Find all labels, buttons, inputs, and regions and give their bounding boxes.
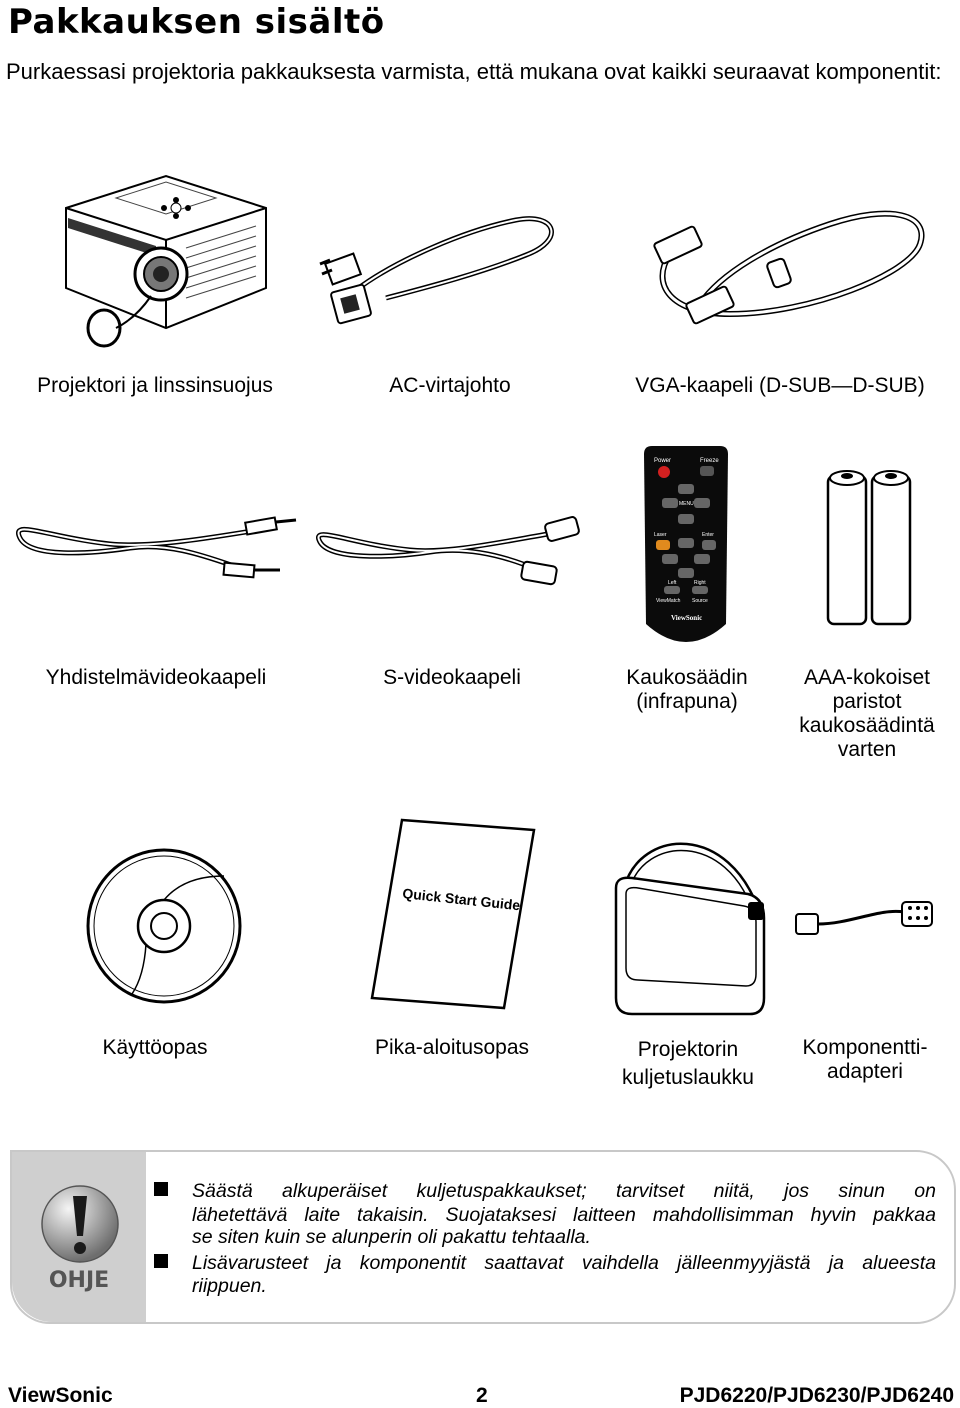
note-text-1-line-2: lähetettävä laite takaisin. Suojataksesi laitteen mahdollisimman hyvin pakkaa — [192, 1204, 936, 1226]
remote-power-label: Power — [654, 458, 672, 464]
cd-icon — [84, 846, 244, 1006]
footer-brand: ViewSonic — [8, 1384, 113, 1407]
item-caption-component-adapter — [780, 1036, 950, 1084]
item-caption-case-line-1: Projektorin — [637, 1038, 739, 1061]
projector-icon — [56, 168, 280, 358]
item-caption-remote-line-2: (infrapuna) — [636, 690, 738, 713]
footer-page-number: 2 — [476, 1384, 488, 1407]
item-caption-carrying-case — [590, 1036, 786, 1092]
carrying-case-icon — [610, 818, 770, 1020]
item-caption-projector: Projektori ja linssinsuojus — [37, 374, 273, 397]
item-caption-batteries-line-2: paristot — [832, 690, 902, 713]
note-bullet-1 — [154, 1182, 168, 1196]
note-text-1-line-1: Säästä alkuperäiset kuljetuspakkaukset; tarvitset niitä, jos sinun on — [192, 1180, 936, 1202]
vga-cable-icon — [630, 194, 934, 344]
remote-menu-label: MENU — [679, 501, 694, 507]
item-caption-batteries-line-3: kaukosäädintä — [799, 714, 935, 737]
item-caption-vga-cable: VGA-kaapeli (D-SUB—D-SUB) — [635, 374, 925, 397]
item-caption-batteries-line-1: AAA-kokoiset — [803, 666, 931, 689]
power-cord-icon — [316, 200, 568, 330]
remote-laser-label: Laser — [654, 532, 667, 538]
component-adapter-icon — [790, 894, 940, 944]
item-caption-s-video-cable: S-videokaapeli — [383, 666, 521, 689]
item-caption-adapter-line-1: Komponentti- — [802, 1036, 928, 1059]
intro-text: Purkaessasi projektoria pakkauksesta varmista, että mukana ovat kaikki seuraavat komponentit: — [6, 59, 942, 84]
item-caption-remote-control — [596, 666, 778, 714]
note-sidebar — [12, 1152, 146, 1322]
note-text-1-line-3: se siten kuin se alunperin oli pakattu tehtaalla. — [192, 1226, 591, 1248]
batteries-icon — [824, 466, 916, 628]
remote-control-icon — [640, 444, 732, 654]
footer-model: PJD6220/PJD6230/PJD6240 — [679, 1384, 954, 1407]
item-caption-composite-cable: Yhdistelmävideokaapeli — [45, 666, 267, 689]
remote-brand-label: ViewSonic — [671, 614, 703, 622]
quick-start-guide-title: Quick Start Guide — [401, 885, 521, 914]
remote-left-label: Left — [668, 580, 677, 586]
note-text-2-line-2: riippuen. — [192, 1275, 267, 1297]
item-caption-remote-line-1: Kaukosäädin — [626, 666, 748, 689]
page-title: Pakkauksen sisältö — [8, 2, 385, 42]
item-caption-cd: Käyttöopas — [102, 1036, 208, 1059]
remote-source-label: Source — [692, 598, 708, 604]
composite-cable-icon — [10, 508, 298, 598]
remote-right-label: Right — [694, 580, 706, 586]
item-caption-case-line-2: kuljetuslaukku — [622, 1066, 754, 1089]
remote-freeze-label: Freeze — [700, 458, 719, 464]
note-text-2-line-1: Lisävarusteet ja komponentit saattavat vaihdella jälleenmyyjästä ja alueesta — [192, 1252, 936, 1274]
item-caption-batteries — [772, 666, 960, 762]
item-caption-power-cord: AC-virtajohto — [389, 374, 511, 397]
item-caption-quick-start-guide: Pika-aloitusopas — [374, 1036, 530, 1059]
remote-enter-label: Enter — [702, 532, 714, 538]
note-box — [10, 1150, 956, 1324]
item-caption-adapter-line-2: adapteri — [827, 1060, 903, 1083]
note-bullet-2 — [154, 1254, 168, 1268]
warning-icon — [40, 1184, 120, 1264]
s-video-cable-icon — [310, 510, 594, 596]
item-caption-batteries-line-4: varten — [837, 738, 897, 761]
note-label: OHJE — [48, 1268, 110, 1293]
quick-start-guide-icon — [370, 818, 536, 1010]
remote-viewmatch-label: ViewMatch — [656, 598, 681, 604]
